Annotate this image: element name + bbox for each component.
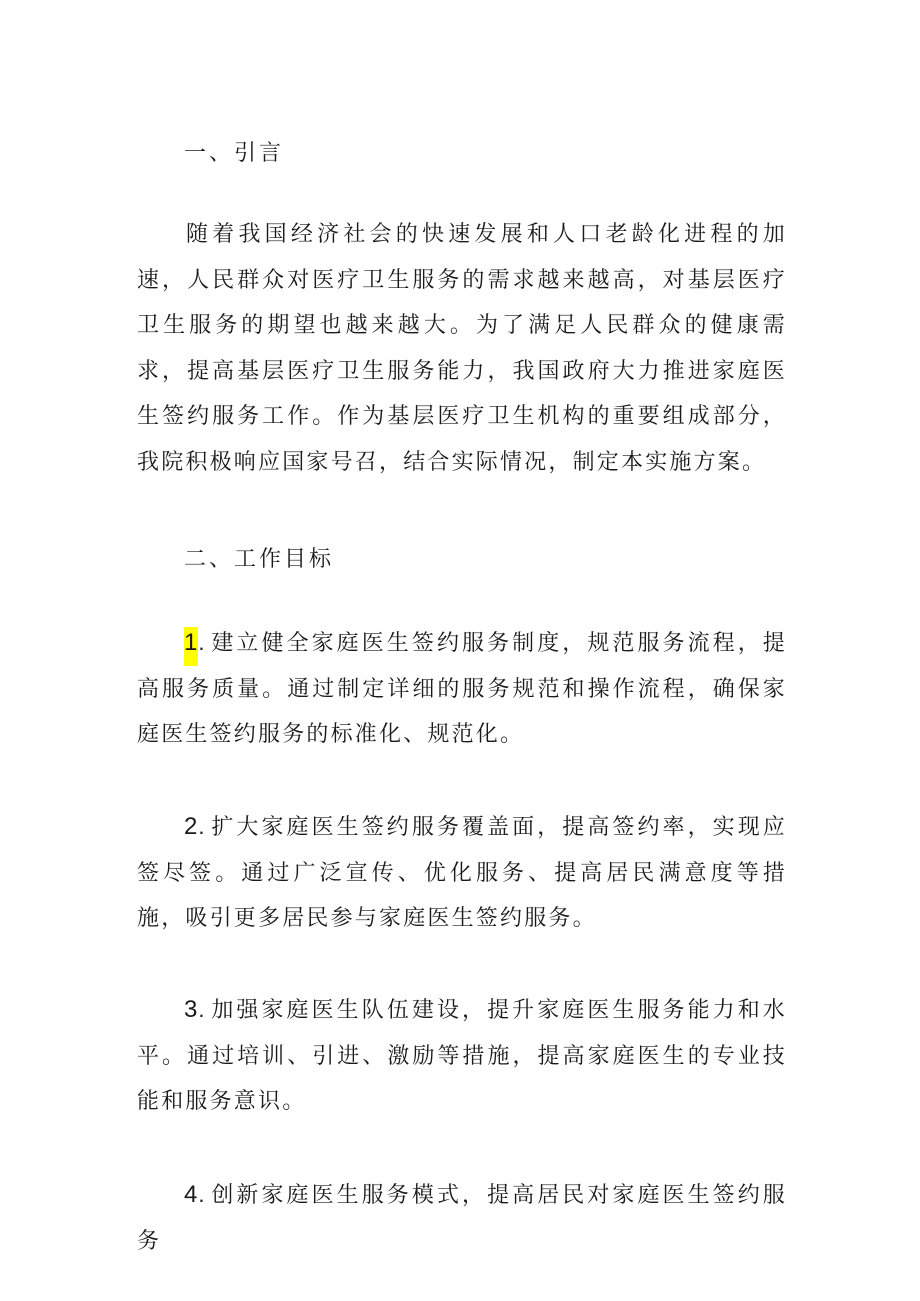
goal-text-4: 创新家庭医生服务模式，提高居民对家庭医生签约服务	[137, 1183, 787, 1254]
section-heading-introduction: 一、引言	[184, 141, 285, 166]
section-heading-work-goals: 二、工作目标	[184, 547, 335, 572]
goal-text-2: 扩大家庭医生签约服务覆盖面，提高签约率，实现应签尽签。通过广泛宣传、优化服务、提高居民满意度等措施，吸引更多居民参与家庭医生签约服务。	[137, 815, 787, 931]
goal-separator-2: .	[198, 814, 211, 839]
goal-item-2	[137, 804, 787, 942]
goal-separator-1: .	[198, 630, 211, 655]
goal-text-3: 加强家庭医生队伍建设，提升家庭医生服务能力和水平。通过培训、引进、激励等措施，提高家庭医生的专业技能和服务意识。	[137, 998, 787, 1114]
goal-item-1	[137, 620, 787, 758]
goal-text-1: 建立健全家庭医生签约服务制度，规范服务流程，提高服务质量。通过制定详细的服务规范和操作流程，确保家庭医生签约服务的标准化、规范化。	[137, 631, 787, 747]
goal-number-3: 3	[184, 996, 199, 1023]
goal-item-4	[137, 1172, 787, 1264]
intro-paragraph-text: 随着我国经济社会的快速发展和人口老龄化进程的加速，人民群众对医疗卫生服务的需求越来越高，对基层医疗卫生服务的期望也越来越大。为了满足人民群众的健康需求，提高基层医疗卫生服务能力，我国政府大力推进家庭医生签约服务工作。作为基层医疗卫生机构的重要组成部分，我院积极响应国家号召，结合实际情况，制定本实施方案。	[137, 222, 787, 475]
goal-number-1: 1	[184, 627, 198, 666]
goal-separator-3: .	[198, 997, 211, 1022]
goal-number-2: 2	[184, 813, 199, 840]
goal-item-3	[137, 987, 787, 1125]
intro-paragraph	[137, 212, 787, 485]
goal-separator-4: .	[198, 1182, 211, 1207]
goal-number-4: 4	[184, 1181, 199, 1208]
